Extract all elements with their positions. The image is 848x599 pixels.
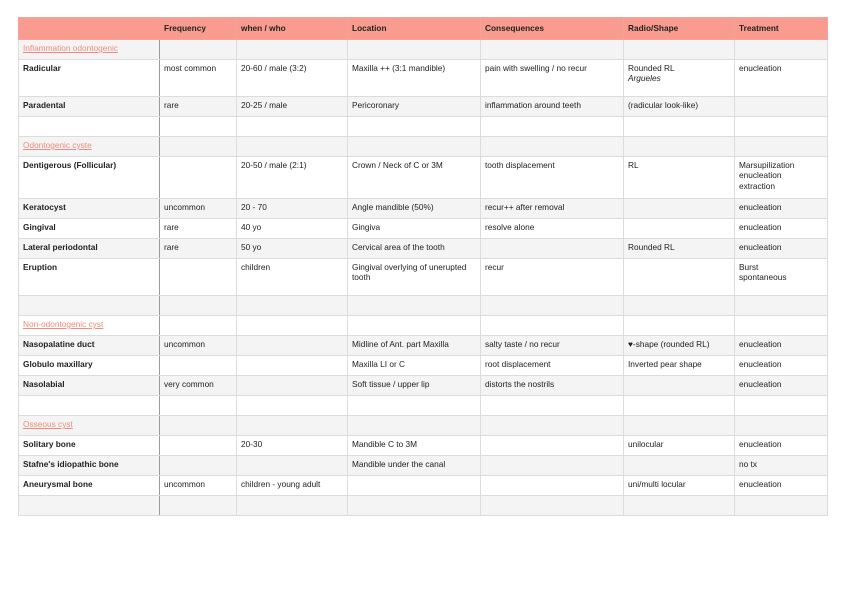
empty-cell	[237, 137, 348, 157]
section-row	[19, 416, 828, 436]
consequences-cell: inflammation around teeth	[481, 97, 624, 117]
treatment-line: enucleation	[739, 359, 782, 369]
radio-shape-cell	[624, 336, 735, 356]
frequency-cell: rare	[160, 239, 237, 259]
radio-shape-text: Rounded RL	[628, 63, 675, 73]
frequency-cell: uncommon	[160, 336, 237, 356]
header-cell-radio-shape: Radio/Shape	[624, 18, 735, 40]
consequences-cell	[481, 476, 624, 496]
when-who-cell: 20-60 / male (3:2)	[237, 60, 348, 97]
radio-shape-note: Argueles	[628, 73, 661, 84]
when-who-cell	[237, 356, 348, 376]
radio-shape-cell	[624, 219, 735, 239]
treatment-line: enucleation	[739, 479, 782, 489]
radio-shape-cell	[624, 356, 735, 376]
treatment-cell	[735, 239, 828, 259]
section-row	[19, 40, 828, 60]
table-row	[19, 336, 828, 356]
frequency-cell	[160, 259, 237, 296]
name-cell: Globulo maxillary	[19, 356, 160, 376]
when-who-cell: 20-25 / male	[237, 97, 348, 117]
empty-cell	[160, 316, 237, 336]
when-who-cell: children - young adult	[237, 476, 348, 496]
empty-cell	[160, 296, 237, 316]
consequences-cell: pain with swelling / no recur	[481, 60, 624, 97]
treatment-cell	[735, 336, 828, 356]
location-cell: Mandible C to 3M	[348, 436, 481, 456]
radio-shape-text: (radicular look-like)	[628, 100, 699, 110]
section-row	[19, 137, 828, 157]
treatment-line: enucleation	[739, 379, 782, 389]
location-cell: Crown / Neck of C or 3M	[348, 157, 481, 199]
consequences-cell: distorts the nostrils	[481, 376, 624, 396]
empty-cell	[481, 296, 624, 316]
treatment-line: enucleation	[739, 439, 782, 449]
table-row	[19, 157, 828, 199]
empty-cell	[160, 117, 237, 137]
name-cell: Gingival	[19, 219, 160, 239]
empty-cell	[237, 40, 348, 60]
frequency-cell	[160, 456, 237, 476]
name-cell: Eruption	[19, 259, 160, 296]
treatment-cell	[735, 436, 828, 456]
radio-shape-cell	[624, 436, 735, 456]
table-row	[19, 436, 828, 456]
treatment-cell	[735, 157, 828, 199]
radio-shape-cell	[624, 456, 735, 476]
frequency-cell: rare	[160, 97, 237, 117]
table-row	[19, 97, 828, 117]
when-who-cell: 20-50 / male (2:1)	[237, 157, 348, 199]
radio-shape-cell	[624, 199, 735, 219]
header-cell-name	[19, 18, 160, 40]
location-cell: Maxilla ++ (3:1 mandible)	[348, 60, 481, 97]
treatment-line: spontaneous	[739, 272, 787, 283]
empty-cell	[160, 137, 237, 157]
treatment-cell	[735, 97, 828, 117]
empty-cell	[160, 496, 237, 516]
frequency-cell: uncommon	[160, 476, 237, 496]
radio-shape-cell	[624, 476, 735, 496]
consequences-cell: recur++ after removal	[481, 199, 624, 219]
consequences-cell	[481, 456, 624, 476]
name-cell: Keratocyst	[19, 199, 160, 219]
empty-cell	[237, 117, 348, 137]
empty-cell	[735, 296, 828, 316]
treatment-line: no tx	[739, 459, 757, 469]
consequences-cell	[481, 436, 624, 456]
location-cell: Midline of Ant. part Maxilla	[348, 336, 481, 356]
blank-row	[19, 117, 828, 137]
empty-cell	[735, 137, 828, 157]
when-who-cell: 20 - 70	[237, 199, 348, 219]
empty-cell	[481, 316, 624, 336]
empty-cell	[624, 296, 735, 316]
cyst-table	[18, 17, 828, 516]
empty-cell	[481, 496, 624, 516]
empty-cell	[348, 296, 481, 316]
radio-shape-cell	[624, 259, 735, 296]
empty-cell	[624, 117, 735, 137]
empty-cell	[348, 137, 481, 157]
empty-cell	[624, 496, 735, 516]
consequences-cell: resolve alone	[481, 219, 624, 239]
empty-cell	[348, 396, 481, 416]
empty-cell	[237, 496, 348, 516]
location-cell	[348, 476, 481, 496]
consequences-cell: recur	[481, 259, 624, 296]
name-cell: Radicular	[19, 60, 160, 97]
frequency-cell: very common	[160, 376, 237, 396]
empty-cell	[237, 416, 348, 436]
name-cell: Stafne's idiopathic bone	[19, 456, 160, 476]
radio-shape-cell	[624, 60, 735, 97]
frequency-cell: uncommon	[160, 199, 237, 219]
table-row	[19, 456, 828, 476]
table-row	[19, 259, 828, 296]
blank-row	[19, 496, 828, 516]
blank-row	[19, 396, 828, 416]
treatment-cell	[735, 60, 828, 97]
location-cell: Soft tissue / upper lip	[348, 376, 481, 396]
when-who-cell	[237, 336, 348, 356]
empty-cell	[348, 316, 481, 336]
treatment-line: Burst	[739, 262, 759, 272]
radio-shape-text: uni/multi locular	[628, 479, 686, 489]
location-cell: Mandible under the canal	[348, 456, 481, 476]
name-cell: Lateral periodontal	[19, 239, 160, 259]
treatment-line: enucleation	[739, 63, 782, 73]
section-title: Odontogenic cyste	[19, 137, 160, 157]
empty-cell	[624, 316, 735, 336]
empty-cell	[735, 117, 828, 137]
header-cell-when-who: when / who	[237, 18, 348, 40]
treatment-cell	[735, 259, 828, 296]
when-who-cell	[237, 376, 348, 396]
empty-cell	[735, 396, 828, 416]
location-cell: Maxilla LI or C	[348, 356, 481, 376]
treatment-line: enucleation	[739, 170, 782, 181]
consequences-cell	[481, 239, 624, 259]
table-row	[19, 239, 828, 259]
empty-cell	[624, 40, 735, 60]
treatment-cell	[735, 456, 828, 476]
treatment-cell	[735, 199, 828, 219]
section-title: Inflammation odontogenic	[19, 40, 160, 60]
frequency-cell: most common	[160, 60, 237, 97]
when-who-cell: children	[237, 259, 348, 296]
consequences-cell: root displacement	[481, 356, 624, 376]
table-row	[19, 376, 828, 396]
empty-cell	[348, 117, 481, 137]
location-cell: Pericoronary	[348, 97, 481, 117]
header-cell-location: Location	[348, 18, 481, 40]
section-row	[19, 316, 828, 336]
when-who-cell: 40 yo	[237, 219, 348, 239]
name-cell: Dentigerous (Follicular)	[19, 157, 160, 199]
empty-cell	[237, 296, 348, 316]
empty-cell	[19, 496, 160, 516]
empty-cell	[735, 496, 828, 516]
radio-shape-text: Rounded RL	[628, 242, 675, 252]
name-cell: Aneurysmal bone	[19, 476, 160, 496]
empty-cell	[735, 316, 828, 336]
consequences-cell: tooth displacement	[481, 157, 624, 199]
empty-cell	[481, 40, 624, 60]
empty-cell	[481, 416, 624, 436]
empty-cell	[19, 396, 160, 416]
radio-shape-text: Inverted pear shape	[628, 359, 702, 369]
empty-cell	[19, 296, 160, 316]
frequency-cell	[160, 436, 237, 456]
radio-shape-cell	[624, 376, 735, 396]
consequences-cell: salty taste / no recur	[481, 336, 624, 356]
location-cell: Cervical area of the tooth	[348, 239, 481, 259]
treatment-cell	[735, 376, 828, 396]
empty-cell	[348, 496, 481, 516]
when-who-cell: 50 yo	[237, 239, 348, 259]
frequency-cell	[160, 356, 237, 376]
name-cell: Solitary bone	[19, 436, 160, 456]
empty-cell	[481, 396, 624, 416]
empty-cell	[237, 396, 348, 416]
name-cell: Paradental	[19, 97, 160, 117]
header-cell-consequences: Consequences	[481, 18, 624, 40]
treatment-cell	[735, 219, 828, 239]
location-cell: Gingiva	[348, 219, 481, 239]
empty-cell	[481, 137, 624, 157]
table-row	[19, 356, 828, 376]
table-row	[19, 219, 828, 239]
treatment-line: enucleation	[739, 202, 782, 212]
empty-cell	[348, 416, 481, 436]
frequency-cell: rare	[160, 219, 237, 239]
empty-cell	[481, 117, 624, 137]
table-row	[19, 199, 828, 219]
radio-shape-cell	[624, 97, 735, 117]
treatment-line: enucleation	[739, 242, 782, 252]
empty-cell	[160, 396, 237, 416]
radio-shape-cell	[624, 239, 735, 259]
header-cell-treatment: Treatment	[735, 18, 828, 40]
frequency-cell	[160, 157, 237, 199]
name-cell: Nasolabial	[19, 376, 160, 396]
treatment-cell	[735, 356, 828, 376]
empty-cell	[237, 316, 348, 336]
empty-cell	[735, 40, 828, 60]
radio-shape-text: ♥-shape (rounded RL)	[628, 339, 710, 349]
name-cell: Nasopalatine duct	[19, 336, 160, 356]
location-cell: Gingival overlying of unerupted tooth	[348, 259, 481, 296]
empty-cell	[19, 117, 160, 137]
location-cell: Angle mandible (50%)	[348, 199, 481, 219]
header-cell-frequency: Frequency	[160, 18, 237, 40]
treatment-cell	[735, 476, 828, 496]
treatment-line: Marsupilization	[739, 160, 795, 170]
empty-cell	[348, 40, 481, 60]
table-row	[19, 476, 828, 496]
section-title: Non-odontogenic cyst	[19, 316, 160, 336]
empty-cell	[160, 40, 237, 60]
header-row	[19, 18, 828, 40]
table-row	[19, 60, 828, 97]
radio-shape-text: unilocular	[628, 439, 664, 449]
treatment-line: enucleation	[739, 222, 782, 232]
radio-shape-cell	[624, 157, 735, 199]
when-who-cell	[237, 456, 348, 476]
treatment-line: extraction	[739, 180, 775, 191]
empty-cell	[624, 416, 735, 436]
empty-cell	[624, 396, 735, 416]
empty-cell	[735, 416, 828, 436]
empty-cell	[624, 137, 735, 157]
section-title: Osseous cyst	[19, 416, 160, 436]
empty-cell	[160, 416, 237, 436]
radio-shape-text: RL	[628, 160, 639, 170]
when-who-cell: 20-30	[237, 436, 348, 456]
treatment-line: enucleation	[739, 339, 782, 349]
blank-row	[19, 296, 828, 316]
